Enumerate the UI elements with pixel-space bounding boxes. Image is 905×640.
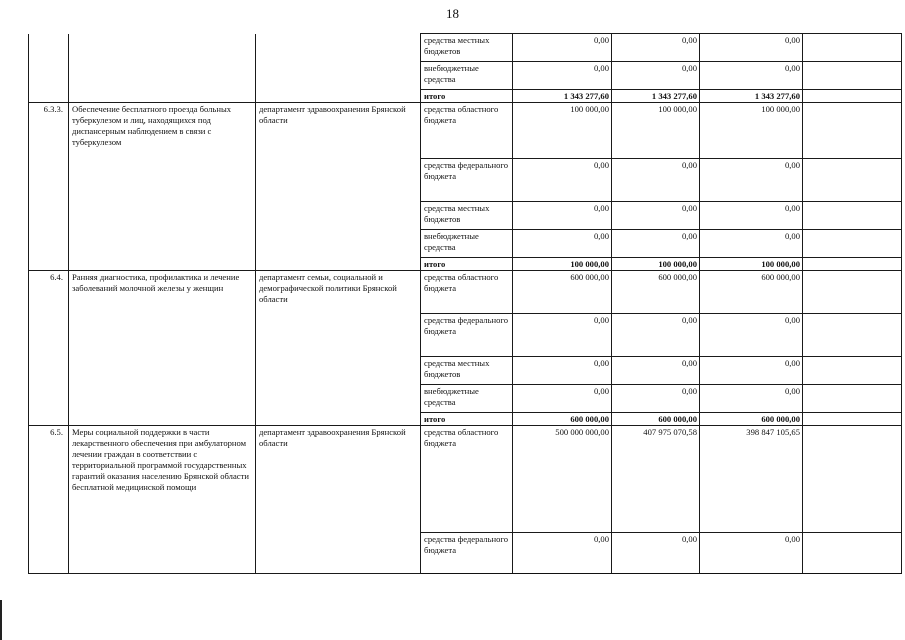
year2-amount-cell: 407 975 070,58 xyxy=(612,426,700,533)
year1-amount-cell: 600 000,00 xyxy=(513,413,612,426)
item-number-cell: 6.3.3. xyxy=(29,103,69,271)
year1-amount-cell: 0,00 xyxy=(513,357,612,385)
executor-cell: департамент семьи, социальной и демографической политики Брянской области xyxy=(256,271,421,426)
year2-amount-cell: 0,00 xyxy=(612,202,700,230)
year1-amount-cell: 0,00 xyxy=(513,314,612,357)
item-number-cell: 6.5. xyxy=(29,426,69,574)
table-row xyxy=(29,103,902,159)
year3-amount-cell: 600 000,00 xyxy=(700,413,803,426)
extra-cell xyxy=(803,271,902,314)
extra-cell xyxy=(803,258,902,271)
year3-amount-cell: 0,00 xyxy=(700,357,803,385)
year1-amount-cell: 0,00 xyxy=(513,34,612,62)
page-number: 18 xyxy=(446,6,459,21)
extra-cell xyxy=(803,533,902,574)
year3-amount-cell: 600 000,00 xyxy=(700,271,803,314)
year1-amount-cell: 0,00 xyxy=(513,230,612,258)
scan-edge-mark xyxy=(0,600,2,640)
year3-amount-cell: 0,00 xyxy=(700,533,803,574)
year1-amount-cell: 0,00 xyxy=(513,62,612,90)
year2-amount-cell: 0,00 xyxy=(612,62,700,90)
funding-source-cell: средства федерального бюджета xyxy=(421,533,513,574)
extra-cell xyxy=(803,202,902,230)
funding-source-cell: средства федерального бюджета xyxy=(421,314,513,357)
year3-amount-cell: 398 847 105,65 xyxy=(700,426,803,533)
extra-cell xyxy=(803,426,902,533)
year2-amount-cell: 0,00 xyxy=(612,385,700,413)
year1-amount-cell: 600 000,00 xyxy=(513,271,612,314)
extra-cell xyxy=(803,314,902,357)
table-row xyxy=(29,426,902,533)
year2-amount-cell: 0,00 xyxy=(612,159,700,202)
table-row xyxy=(29,34,902,62)
table-row xyxy=(29,271,902,314)
measure-name-cell: Обеспечение бесплатного проезда больных туберкулезом и лиц, находящихся под диспансерным наблюдением в связи с туберкулезом xyxy=(69,103,256,271)
funding-source-cell: средства областного бюджета xyxy=(421,103,513,159)
extra-cell xyxy=(803,103,902,159)
extra-cell xyxy=(803,357,902,385)
year2-amount-cell: 0,00 xyxy=(612,357,700,385)
year3-amount-cell: 0,00 xyxy=(700,385,803,413)
year3-amount-cell: 100 000,00 xyxy=(700,103,803,159)
item-number-cell: 6.4. xyxy=(29,271,69,426)
extra-cell xyxy=(803,34,902,62)
executor-cell xyxy=(256,34,421,103)
year1-amount-cell: 500 000 000,00 xyxy=(513,426,612,533)
extra-cell xyxy=(803,413,902,426)
funding-source-cell: средства местных бюджетов xyxy=(421,202,513,230)
year2-amount-cell: 0,00 xyxy=(612,34,700,62)
year3-amount-cell: 0,00 xyxy=(700,314,803,357)
funding-source-cell: средства федерального бюджета xyxy=(421,159,513,202)
funding-source-cell: внебюджетные средства xyxy=(421,230,513,258)
year2-amount-cell: 600 000,00 xyxy=(612,271,700,314)
budget-table xyxy=(28,33,902,574)
year2-amount-cell: 0,00 xyxy=(612,230,700,258)
funding-source-cell: итого xyxy=(421,258,513,271)
year1-amount-cell: 0,00 xyxy=(513,202,612,230)
funding-source-cell: итого xyxy=(421,413,513,426)
funding-source-cell: средства местных бюджетов xyxy=(421,34,513,62)
year2-amount-cell: 600 000,00 xyxy=(612,413,700,426)
year3-amount-cell: 100 000,00 xyxy=(700,258,803,271)
measure-name-cell xyxy=(69,34,256,103)
funding-source-cell: внебюджетные средства xyxy=(421,62,513,90)
year3-amount-cell: 0,00 xyxy=(700,62,803,90)
funding-source-cell: внебюджетные средства xyxy=(421,385,513,413)
year1-amount-cell: 0,00 xyxy=(513,385,612,413)
funding-source-cell: средства местных бюджетов xyxy=(421,357,513,385)
extra-cell xyxy=(803,62,902,90)
year2-amount-cell: 1 343 277,60 xyxy=(612,90,700,103)
executor-cell: департамент здравоохранения Брянской области xyxy=(256,103,421,271)
year2-amount-cell: 100 000,00 xyxy=(612,258,700,271)
funding-source-cell: итого xyxy=(421,90,513,103)
extra-cell xyxy=(803,385,902,413)
item-number-cell xyxy=(29,34,69,103)
year1-amount-cell: 100 000,00 xyxy=(513,103,612,159)
year2-amount-cell: 100 000,00 xyxy=(612,103,700,159)
measure-name-cell: Меры социальной поддержки в части лекарственного обеспечения при амбулаторном лечении граждан в соответствии с территориальной программой государственных гарантий оказания населению Брянской области бесплатной медицинской помощи xyxy=(69,426,256,574)
year1-amount-cell: 0,00 xyxy=(513,159,612,202)
executor-cell: департамент здравоохранения Брянской области xyxy=(256,426,421,574)
funding-source-cell: средства областного бюджета xyxy=(421,426,513,533)
year2-amount-cell: 0,00 xyxy=(612,314,700,357)
year3-amount-cell: 1 343 277,60 xyxy=(700,90,803,103)
extra-cell xyxy=(803,230,902,258)
extra-cell xyxy=(803,159,902,202)
year1-amount-cell: 100 000,00 xyxy=(513,258,612,271)
year3-amount-cell: 0,00 xyxy=(700,202,803,230)
year1-amount-cell: 0,00 xyxy=(513,533,612,574)
measure-name-cell: Ранняя диагностика, профилактика и лечение заболеваний молочной железы у женщин xyxy=(69,271,256,426)
year1-amount-cell: 1 343 277,60 xyxy=(513,90,612,103)
year3-amount-cell: 0,00 xyxy=(700,159,803,202)
funding-source-cell: средства областного бюджета xyxy=(421,271,513,314)
extra-cell xyxy=(803,90,902,103)
year3-amount-cell: 0,00 xyxy=(700,230,803,258)
year2-amount-cell: 0,00 xyxy=(612,533,700,574)
year3-amount-cell: 0,00 xyxy=(700,34,803,62)
